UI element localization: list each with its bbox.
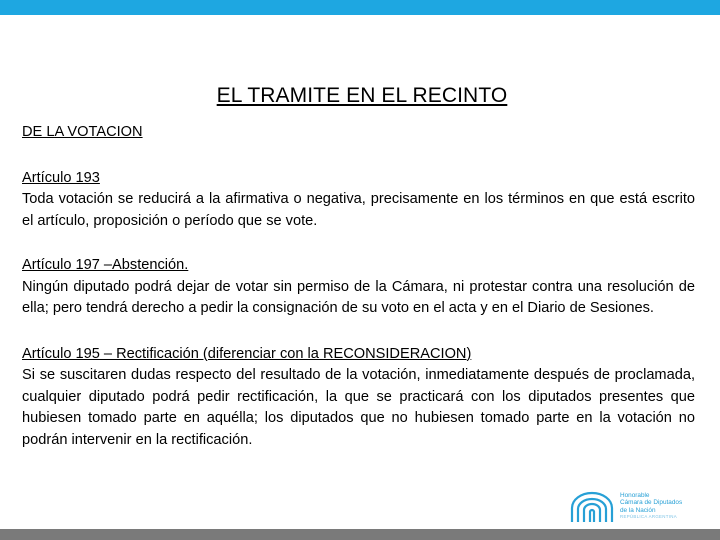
article-body: Ningún diputado podrá dejar de votar sin permiso de la Cámara, ni protestar contra una resolución de ella; pero tendrá derecho a pedir la consignación de su voto en el acta y en el Diario de Sesiones. — [22, 278, 695, 316]
slide-title — [0, 84, 720, 108]
article-body: Si se suscitaren dudas respecto del resultado de la votación, inmediatamente después de proclamada, cualquier diputado podrá pedir rectificación, la que se practicará con los diputados presentes que hubiesen tomado parte en aquélla; los diputados que no hubiesen tomado parte en la votación no podrán intervenir en la rectificación. — [22, 367, 695, 448]
logo-subline: REPÚBLICA ARGENTINA — [620, 514, 677, 520]
bottom-bar — [0, 529, 720, 540]
slide-content — [22, 122, 695, 451]
logo-text — [620, 492, 692, 520]
article-body: Toda votación se reducirá a la afirmativa o negativa, precisamente en los términos en que está escrito el artículo, proposición o período que se vote. — [22, 191, 695, 229]
logo-line: Cámara de Diputados — [620, 499, 683, 507]
article-heading: Artículo 195 – Rectificación (diferenciar con la RECONSIDERACION) — [22, 345, 472, 362]
article-heading: Artículo 197 –Abstención. — [22, 257, 189, 273]
top-accent-bar — [0, 0, 720, 15]
article-heading: Artículo 193 — [22, 169, 100, 186]
slide-title-text: EL TRAMITE EN EL RECINTO — [216, 84, 508, 107]
chamber-logo — [568, 490, 690, 524]
chamber-arch-icon — [568, 490, 616, 524]
article-195 — [22, 344, 695, 452]
logo-line: de la Nación — [620, 506, 656, 514]
article-193 — [22, 168, 695, 233]
section-heading: DE LA VOTACION — [22, 124, 143, 140]
logo-line: Honorable — [620, 492, 650, 499]
article-197 — [22, 255, 695, 320]
